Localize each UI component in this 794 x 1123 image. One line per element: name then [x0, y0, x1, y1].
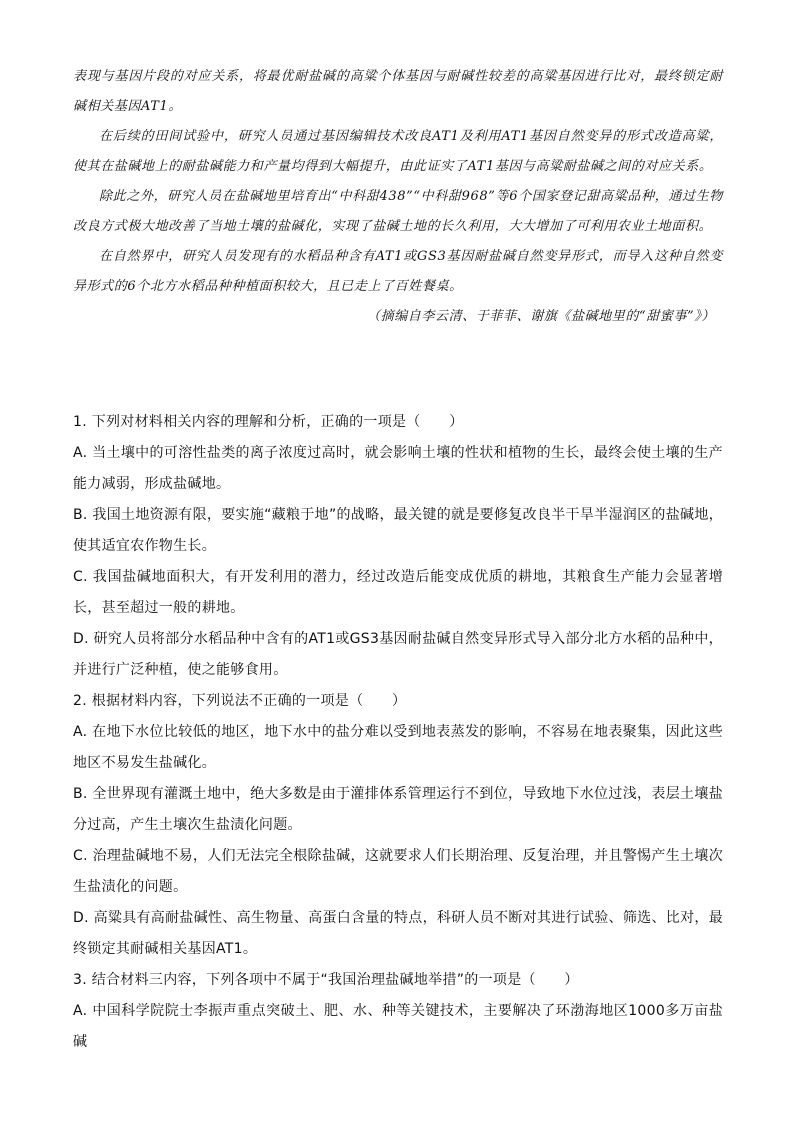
question-1-option-b: B. 我国土地资源有限，要实施“藏粮于地”的战略，最关键的就是要修复改良半干旱半湿润区的盐碱地，使其适宜农作物生长。 — [73, 507, 723, 554]
question-section — [73, 407, 723, 1058]
question-2-option-b: B. 全世界现有灌溉土地中，绝大多数是由于灌排体系管理运行不到位，导致地下水位过浅，表层土壤盐分过高，产生土壤次生盐渍化问题。 — [73, 786, 723, 833]
question-2-stem: 2. 根据材料内容，下列说法不正确的一项是（ ） — [73, 693, 407, 709]
question-3-option-a: A. 中国科学院院士李振声重点突破土、肥、水、种等关键技术，主要解决了环渤海地区1000多万亩盐碱 — [73, 1003, 723, 1050]
passage-paragraph-2: 在后续的田间试验中，研究人员通过基因编辑技术改良AT1及利用AT1基因自然变异的形式改造高粱，使其在盐碱地上的耐盐碱能力和产量均得到大幅提升，由此证实了AT1基因与高粱耐盐碱之间的对应关系。 — [73, 129, 723, 174]
passage-paragraph-4: 在自然界中，研究人员发现有的水稻品种含有AT1或GS3基因耐盐碱自然变异形式，而导入这种自然变异形式的6个北方水稻品种种植面积较大，且已走上了百姓餐桌。 — [73, 249, 723, 294]
reading-passage — [73, 62, 723, 332]
passage-paragraph-3: 除此之外，研究人员在盐碱地里培育出“中科甜438”“中科甜968”等6个国家登记甜高粱品种，通过生物改良方式极大地改善了当地土壤的盐碱化，实现了盐碱土地的长久利用，大大增加了可利用农业土地面积。 — [73, 189, 723, 234]
question-2-option-c: C. 治理盐碱地不易，人们无法完全根除盐碱，这就要求人们长期治理、反复治理，并且警惕产生土壤次生盐渍化的问题。 — [73, 848, 723, 895]
passage-paragraph-1: 表现与基因片段的对应关系，将最优耐盐碱的高粱个体基因与耐碱性较差的高粱基因进行比对，最终锁定耐碱相关基因AT1。 — [73, 69, 723, 114]
question-1-option-c: C. 我国盐碱地面积大，有开发利用的潜力，经过改造后能变成优质的耕地，其粮食生产能力会显著增长，甚至超过一般的耕地。 — [73, 569, 723, 616]
question-2-option-a: A. 在地下水位比较低的地区，地下水中的盐分难以受到地表蒸发的影响，不容易在地表聚集，因此这些地区不易发生盐碱化。 — [73, 724, 723, 771]
question-1-stem: 1. 下列对材料相关内容的理解和分析，正确的一项是（ ） — [73, 414, 464, 430]
question-2-option-d: D. 高粱具有高耐盐碱性、高生物量、高蛋白含量的特点，科研人员不断对其进行试验、筛选、比对，最终锁定其耐碱相关基因AT1。 — [73, 910, 723, 957]
question-1-option-d: D. 研究人员将部分水稻品种中含有的AT1或GS3基因耐盐碱自然变异形式导入部分北方水稻的品种中，并进行广泛种植，使之能够食用。 — [73, 631, 723, 678]
question-1-option-a: A. 当土壤中的可溶性盐类的离子浓度过高时，就会影响土壤的性状和植物的生长，最终会使土壤的生产能力减弱，形成盐碱地。 — [73, 445, 723, 492]
passage-source: （摘编自李云清、于菲菲、谢旗《盐碱地里的“甜蜜事”》） — [367, 309, 715, 324]
question-3-stem: 3. 结合材料三内容，下列各项中不属于“我国治理盐碱地举措”的一项是（ ） — [73, 972, 579, 988]
